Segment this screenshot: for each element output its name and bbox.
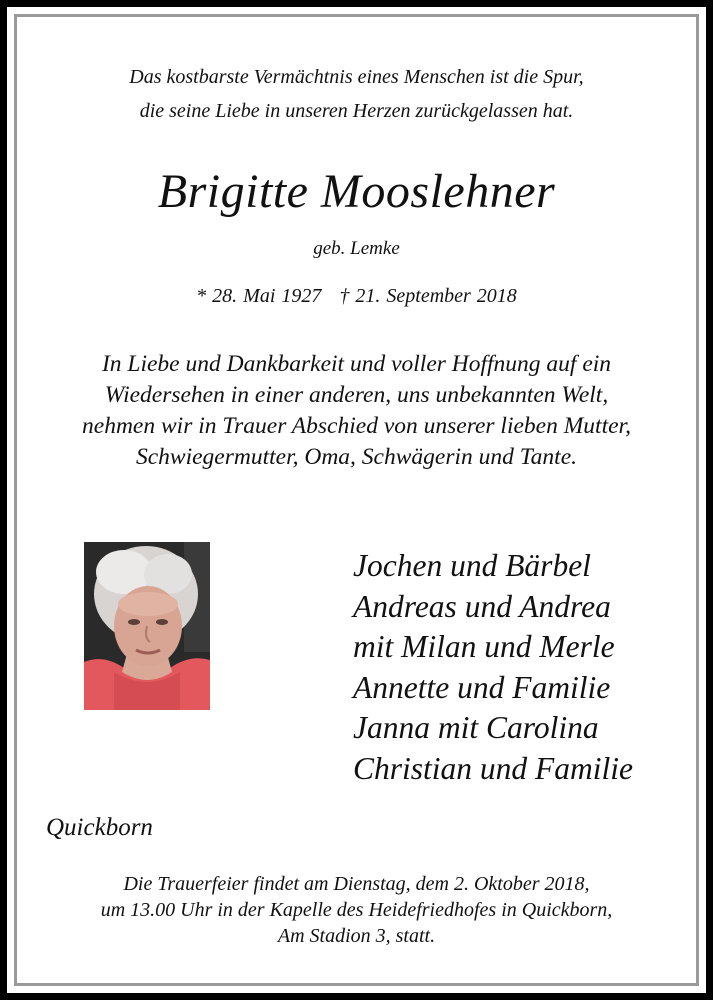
mourner-entry: Andreas und Andrea [353, 588, 611, 624]
birth-date: * 28. Mai 1927 [196, 285, 322, 307]
motto-quote [0, 60, 713, 128]
service-line: um 13.00 Uhr in der Kapelle des Heidefriedhofes in Quickborn, [100, 899, 613, 921]
farewell-message [0, 349, 713, 473]
mourner-entry: mit Milan und Merle [353, 629, 615, 665]
mourners-list [353, 546, 633, 790]
funeral-service-info [0, 871, 713, 949]
service-line: Die Trauerfeier findet am Dienstag, dem 2. Oktober 2018, [123, 873, 590, 895]
portrait-photo [84, 542, 210, 710]
mourner-entry: Annette und Familie [353, 669, 611, 705]
portrait-image [84, 542, 210, 710]
deceased-name: Brigitte Mooslehner [157, 165, 556, 218]
mourner-entry: Jochen und Bärbel [353, 548, 591, 583]
message-line: Schwiegermutter, Oma, Schwägerin und Tante. [135, 444, 578, 470]
mourner-entry: Janna mit Carolina [353, 710, 599, 746]
motto-line: die seine Liebe in unseren Herzen zurückgelassen hat. [139, 100, 574, 122]
service-line: Am Stadion 3, statt. [277, 925, 436, 947]
place-name: Quickborn [46, 814, 153, 841]
life-dates [0, 281, 713, 311]
mourner-entry: Christian und Familie [353, 750, 634, 786]
message-line: In Liebe und Dankbarkeit und voller Hoffnung auf ein [101, 351, 612, 377]
birth-name: geb. Lemke [313, 238, 400, 259]
message-line: Wiedersehen in einer anderen, uns unbekannten Welt, [104, 382, 609, 408]
message-line: nehmen wir in Trauer Abschied von unserer lieben Mutter, [82, 413, 631, 439]
death-date: † 21. September 2018 [339, 285, 517, 307]
motto-line: Das kostbarste Vermächtnis eines Menschen ist die Spur, [129, 66, 584, 88]
